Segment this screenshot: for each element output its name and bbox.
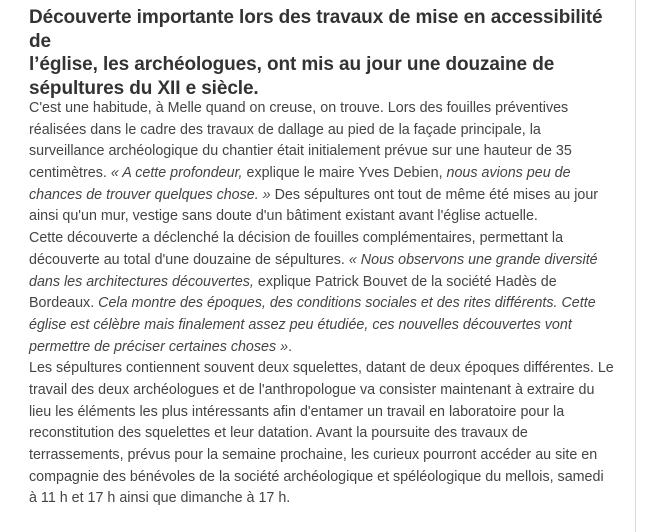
body-line [29,467,629,489]
body-line [29,380,629,402]
body-text: terrassements, prévus pour la semaine prochaine, les curieux pourront accéder au site en [29,447,598,463]
body-text: reconstitution des squelettes et leur datation. Avant la poursuite des travaux de [29,425,528,442]
body-line [29,120,629,142]
headline-line: sépultures du XII e siècle. [29,77,259,99]
quote-text: dans les architectures découvertes, [29,273,254,290]
body-line [29,423,629,445]
body-text: lieu les éléments les plus intéressants afin d'entamer un travail en laboratoire pour la [29,403,565,420]
body-line [29,206,629,228]
body-text: C'est une habitude, à Melle quand on creuse, on trouve. Lors des fouilles préventives [29,100,569,116]
body-text: ainsi qu'un mur, vestige sans doute d'un bâtiment existant avant l'église actuelle. [29,208,538,225]
article-headline [29,6,629,100]
quote-text: « Nous observons une grande diversité [348,251,598,268]
quote-text: « A cette profondeur, [110,165,243,182]
quote-text: permettre de préciser certaines choses » [29,338,289,355]
body-line [29,141,629,163]
quote-text: nous avions peu de [446,165,571,182]
body-text: découverte au total d'une douzaine de sépultures. [29,251,349,268]
body-line [29,315,629,337]
body-text: travail des deux archéologues et de l'anthropologue va consister maintenant à extraire du [29,381,595,398]
body-text: Cette découverte a déclenché la décision de fouilles complémentaires, permettant la [29,230,564,247]
body-text: Les sépultures contiennent souvent deux squelettes, datant de deux époques différentes. Le [29,360,614,377]
body-text: centimètres. [29,165,111,182]
body-text: réalisées dans le cadre des travaux de dallage au pied de la façade principale, la [29,121,541,138]
body-text: compagnie des bénévoles de la société archéologique et spéléologique du mellois, samedi [29,468,604,485]
headline-line: Découverte importante lors des travaux de mise en accessibilité de [29,7,603,52]
body-line [29,272,629,294]
quote-text: chances de trouver quelques chose. » [29,186,271,203]
body-line [29,358,629,380]
body-line [29,98,629,120]
body-line [29,337,629,359]
body-line [29,185,629,207]
body-text: surveillance archéologique du chantier était initialement prévue sur une hauteur de 35 [29,143,572,160]
body-line [29,250,629,272]
body-line [29,228,629,250]
body-line [29,445,629,467]
body-text: . [288,338,293,355]
body-text: explique le maire Yves Debien, [242,165,447,182]
article-body [29,98,629,510]
body-text: explique Patrick Bouvet de la société Hadès de [253,273,557,290]
body-line [29,402,629,424]
body-text: Des sépultures ont tout de même été mises au jour [270,186,599,203]
body-text: Bordeaux. [29,295,99,312]
body-line [29,293,629,315]
body-text: à 11 h et 17 h ainsi que dimanche à 17 h. [29,490,291,507]
quote-text: Cela montre des époques, des conditions sociales et des rites différents. Cette [98,295,596,312]
headline-line: l’église, les archéologues, ont mis au jour une douzaine de [29,54,555,75]
quote-text: église est célèbre mais finalement assez peu étudiée, ces nouvelles découvertes vont [29,316,572,333]
body-line [29,163,629,185]
body-line [29,488,629,510]
